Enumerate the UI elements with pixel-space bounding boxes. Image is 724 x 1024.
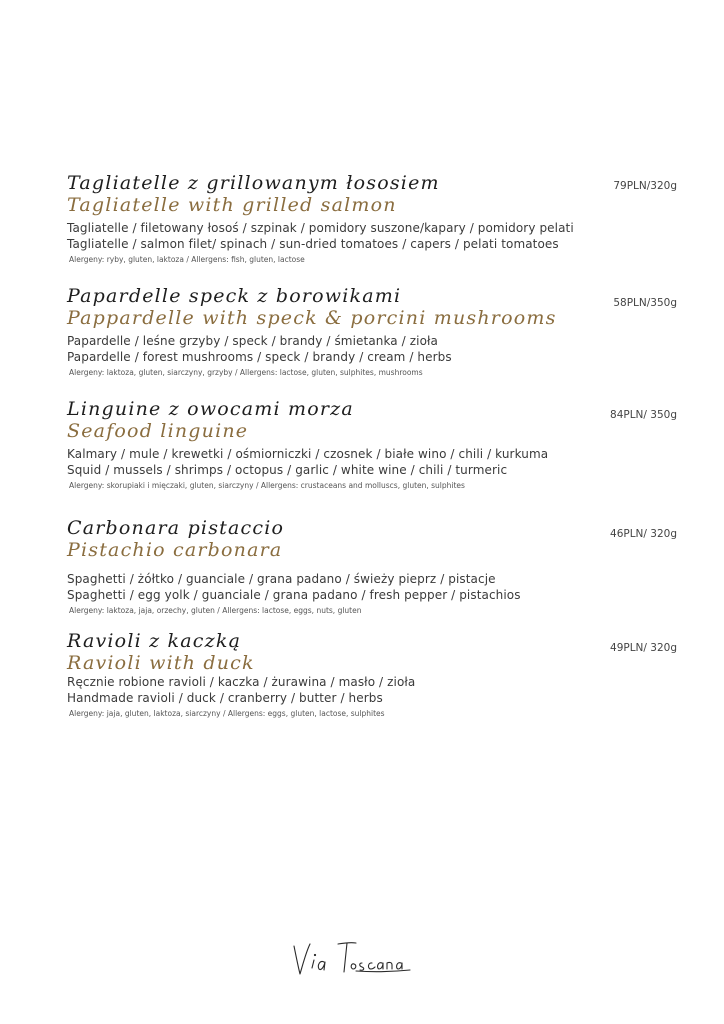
dish-price: 49PLN/ 320g [610,642,677,654]
dish-allergens: Alergeny: skorupiaki i mięczaki, gluten, siarczyny / Allergens: crustaceans and molluscs, gluten, sulphites [69,481,465,490]
dish-title-en: Tagliatelle with grilled salmon [67,194,397,216]
menu-item-linguine [67,398,677,492]
dish-description-en: Handmade ravioli / duck / cranberry / butter / herbs [67,691,383,705]
dish-description-en: Squid / mussels / shrimps / octopus / garlic / white wine / chili / turmeric [67,463,508,477]
dish-title-en: Pappardelle with speck & porcini mushrooms [67,307,557,329]
dish-price: 84PLN/ 350g [610,409,677,421]
dish-allergens: Alergeny: ryby, gluten, laktoza / Allergens: fish, gluten, lactose [69,255,305,264]
dish-description-en: Spaghetti / egg yolk / guanciale / grana padano / fresh pepper / pistachios [67,588,521,602]
menu-item-ravioli [67,630,677,720]
dish-allergens: Alergeny: laktoza, gluten, siarczyny, grzyby / Allergens: lactose, gluten, sulphites, mushrooms [69,368,423,377]
dish-title-pl: Ravioli z kaczką [67,630,242,652]
dish-price: 58PLN/350g [613,297,677,309]
dish-allergens: Alergeny: laktoza, jaja, orzechy, gluten / Allergens: lactose, eggs, nuts, gluten [69,606,362,615]
dish-allergens: Alergeny: jaja, gluten, laktoza, siarczyny / Allergens: eggs, gluten, lactose, sulphites [69,709,385,718]
via-toscana-logo [290,938,414,980]
menu-item-tagliatelle [67,172,677,266]
dish-title-en: Pistachio carbonara [67,539,283,561]
dish-description-en: Papardelle / forest mushrooms / speck / brandy / cream / herbs [67,350,452,364]
dish-description-pl: Papardelle / leśne grzyby / speck / brandy / śmietanka / zioła [67,334,438,348]
dish-price: 79PLN/320g [613,180,677,192]
dish-title-pl: Tagliatelle z grillowanym łososiem [67,172,440,194]
dish-description-pl: Spaghetti / żółtko / guanciale / grana padano / świeży pieprz / pistacje [67,572,496,586]
dish-description-pl: Tagliatelle / filetowany łosoś / szpinak / pomidory suszone/kapary / pomidory pelati [67,221,574,235]
dish-price: 46PLN/ 320g [610,528,677,540]
dish-title-pl: Linguine z owocami morza [67,398,354,420]
dish-title-en: Seafood linguine [67,420,249,442]
menu-item-carbonara [67,517,677,617]
dish-description-pl: Kalmary / mule / krewetki / ośmiorniczki / czosnek / białe wino / chili / kurkuma [67,447,549,461]
menu-item-papardelle [67,285,677,379]
dish-description-en: Tagliatelle / salmon filet/ spinach / sun-dried tomatoes / capers / pelati tomatoes [67,237,559,251]
dish-title-en: Ravioli with duck [67,652,255,674]
dish-description-pl: Ręcznie robione ravioli / kaczka / żurawina / masło / zioła [67,675,416,689]
dish-title-pl: Papardelle speck z borowikami [67,285,402,307]
dish-title-pl: Carbonara pistaccio [67,517,285,539]
